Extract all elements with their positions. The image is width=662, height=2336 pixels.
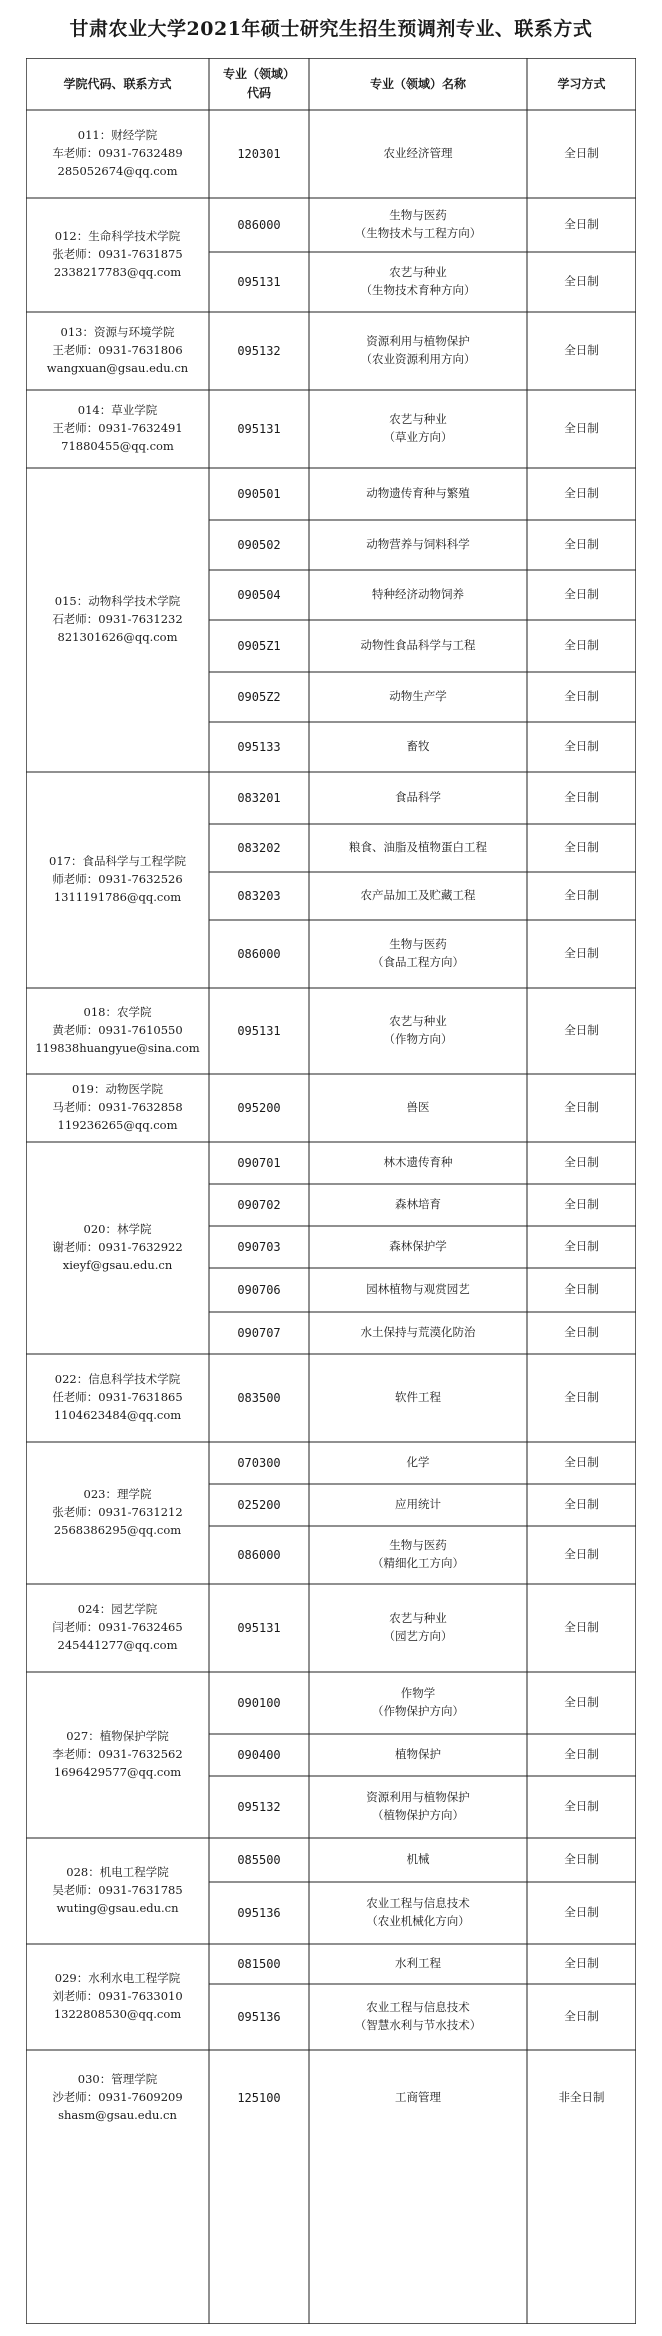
major-code-cell [209,824,309,872]
major-name-cell [309,1776,527,1838]
major-name-cell [309,1442,527,1484]
study-mode-cell [527,312,636,390]
college-cell [26,312,209,390]
major-name-cell [309,1584,527,1672]
major-name-cell [309,920,527,988]
study-mode: 全日制 [564,1547,599,1562]
major-name: 农业工程与信息技术 [366,2000,470,2015]
college-info-line: 2568386295@qq.com [53,1522,182,1537]
college-cell [26,1442,209,1584]
major-code: 086000 [237,217,281,232]
major-code: 090707 [237,1325,281,1340]
study-mode-cell [527,468,636,520]
major-code: 095136 [237,1905,281,1920]
major-name-cell [309,620,527,672]
major-code: 083201 [237,790,281,805]
college-info-line: 谢老师：0931-7632922 [52,1240,183,1255]
major-name-cell [309,1984,527,2050]
major-code-cell [209,2050,309,2146]
college-info-line: 黄老师：0931-7610550 [52,1023,183,1038]
major-code-cell [209,570,309,620]
major-name-cell [309,1142,527,1184]
major-name: 农艺与种业 [389,1611,447,1626]
major-code: 090400 [237,1747,281,1762]
major-code-cell [209,1484,309,1526]
college-info-line: 1104623484@qq.com [53,1407,182,1422]
college-info-line: 张老师：0931-7631212 [52,1505,183,1520]
study-mode-cell [527,1882,636,1944]
college-info-line: 71880455@qq.com [61,438,174,453]
page-title: 甘肃农业大学2021年硕士研究生招生预调剂专业、联系方式 [69,18,593,40]
college-info-line: 闫老师：0931-7632465 [52,1620,183,1635]
study-mode: 全日制 [564,343,599,358]
major-code-cell [209,312,309,390]
college-info-line: 119236265@qq.com [57,1117,178,1132]
major-code: 090706 [237,1282,281,1297]
study-mode: 全日制 [564,421,599,436]
college-cell [26,1354,209,1442]
major-name: （生物技术与工程方向） [354,226,482,240]
major-code: 095132 [237,343,281,358]
major-name: 园林植物与观赏园艺 [366,1282,470,1297]
major-name-cell [309,672,527,722]
college-info-line: 285052674@qq.com [57,163,178,178]
major-name: 农艺与种业 [389,1014,447,1029]
college-info-line: 石老师：0931-7631232 [52,612,183,627]
study-mode-cell [527,1484,636,1526]
study-mode: 全日制 [564,1239,599,1254]
major-code: 083202 [237,840,281,855]
major-code-cell [209,772,309,824]
major-name: （作物保护方向） [372,1704,464,1718]
major-name: （智慧水利与节水技术） [354,2018,482,2032]
study-mode-cell [527,390,636,468]
college-cell [26,2050,209,2146]
college-info-line: 师老师：0931-7632526 [52,872,183,887]
major-code: 095131 [237,274,281,289]
college-cell [26,468,209,772]
college-cell [26,1142,209,1354]
major-code-cell [209,920,309,988]
major-name-cell [309,772,527,824]
major-name-cell [309,1226,527,1268]
major-name: 植物保护 [395,1747,441,1762]
study-mode-cell [527,2050,636,2146]
study-mode-cell [527,1944,636,1984]
major-name-cell [309,312,527,390]
study-mode: 全日制 [564,274,599,289]
major-code-cell [209,1984,309,2050]
study-mode: 全日制 [564,1497,599,1512]
major-name-cell [309,1882,527,1944]
header-mode-text: 学习方式 [557,76,606,91]
college-info-line: 沙老师：0931-7609209 [52,2090,183,2105]
study-mode-cell [527,772,636,824]
major-code: 0905Z1 [237,638,281,653]
study-mode: 全日制 [564,1390,599,1405]
major-code-cell [209,872,309,920]
major-name-cell [309,1526,527,1584]
study-mode: 全日制 [564,1155,599,1170]
study-mode: 全日制 [564,1852,599,1867]
major-name: 生物与医药 [389,208,447,223]
college-info-line: 013：资源与环境学院 [60,325,175,340]
study-mode: 全日制 [564,1956,599,1971]
major-code-cell [209,1944,309,1984]
study-mode: 全日制 [564,790,599,805]
major-name: （精细化工方向） [372,1556,464,1570]
college-cell [26,110,209,198]
major-name-cell [309,872,527,920]
study-mode-cell [527,722,636,772]
major-name: 水土保持与荒漠化防治 [360,1325,476,1340]
major-code: 090702 [237,1197,281,1212]
major-code-cell [209,1838,309,1882]
major-name-cell [309,1354,527,1442]
major-name-cell [309,390,527,468]
college-info-line: 245441277@qq.com [57,1637,178,1652]
major-name-cell [309,1074,527,1142]
college-cell [26,1838,209,1944]
major-code-cell [209,1184,309,1226]
college-info-line: 012：生命科学技术学院 [54,229,181,244]
major-name-cell [309,1944,527,1984]
study-mode-cell [527,620,636,672]
study-mode: 全日制 [564,689,599,704]
major-code: 090501 [237,486,281,501]
study-mode: 全日制 [564,217,599,232]
major-name-cell [309,1838,527,1882]
study-mode-cell [527,672,636,722]
major-name-cell [309,1312,527,1354]
major-code-cell [209,468,309,520]
major-name-cell [309,468,527,520]
major-name: （作物方向） [383,1032,453,1046]
major-name: 生物与医药 [389,937,447,952]
major-name: （食品工程方向） [372,955,464,969]
college-info-line: 029：水利水电工程学院 [54,1971,181,1986]
major-code: 095131 [237,1023,281,1038]
college-info-line: 821301626@qq.com [57,629,178,644]
college-cell [26,1074,209,1142]
study-mode: 全日制 [564,638,599,653]
study-mode: 全日制 [564,1325,599,1340]
major-name: 水利工程 [395,1956,441,1971]
college-info-line: 017：食品科学与工程学院 [49,854,186,869]
major-name: 森林保护学 [389,1239,447,1254]
major-name-cell [309,1734,527,1776]
study-mode: 全日制 [564,486,599,501]
college-cell [26,988,209,1074]
college-info-line: 刘老师：0931-7633010 [52,1989,183,2004]
college-info-line: 014：草业学院 [77,403,158,418]
header-code [209,58,309,110]
major-code-cell [209,1584,309,1672]
study-mode-cell [527,920,636,988]
major-code-cell [209,1268,309,1312]
header-college [26,58,209,110]
major-name-cell [309,198,527,252]
study-mode: 全日制 [564,1747,599,1762]
major-name: 资源利用与植物保护 [366,334,470,349]
major-code: 095132 [237,1799,281,1814]
major-code: 095133 [237,739,281,754]
major-name-cell [309,1672,527,1734]
major-code-cell [209,1312,309,1354]
major-table [26,58,636,2324]
college-cell [26,1672,209,1838]
major-name-cell [309,988,527,1074]
study-mode: 全日制 [564,946,599,961]
major-code-cell [209,198,309,252]
study-mode: 全日制 [564,587,599,602]
major-code: 0905Z2 [237,689,281,704]
major-name: 农业工程与信息技术 [366,1896,470,1911]
college-info-line: wangxuan@gsau.edu.cn [46,360,189,375]
major-code-cell [209,252,309,312]
college-info-line: 018：农学院 [83,1005,152,1020]
study-mode-cell [527,1268,636,1312]
major-code: 095131 [237,421,281,436]
study-mode: 全日制 [564,1100,599,1115]
study-mode-cell [527,110,636,198]
major-name: 化学 [406,1455,430,1470]
study-mode-cell [527,988,636,1074]
study-mode-cell [527,824,636,872]
major-name: 机械 [406,1852,430,1867]
major-name: （农业资源利用方向） [360,352,476,366]
major-name: （草业方向） [383,430,453,444]
study-mode-cell [527,570,636,620]
study-mode: 全日制 [564,1455,599,1470]
study-mode-cell [527,872,636,920]
major-name-cell [309,1184,527,1226]
major-code-cell [209,1442,309,1484]
college-info-line: 119838huangyue@sina.com [35,1040,200,1055]
study-mode: 全日制 [564,2009,599,2024]
college-info-line: 李老师：0931-7632562 [52,1747,183,1762]
major-code: 095136 [237,2009,281,2024]
major-code-cell [209,1672,309,1734]
major-code: 025200 [237,1497,281,1512]
major-name: 森林培育 [395,1197,441,1212]
college-info-line: 027：植物保护学院 [66,1729,169,1744]
study-mode: 非全日制 [558,2090,605,2105]
major-code: 090502 [237,537,281,552]
college-info-line: 车老师：0931-7632489 [52,146,183,161]
major-code: 095200 [237,1100,281,1115]
major-name: 动物性食品科学与工程 [360,638,476,653]
study-mode: 全日制 [564,840,599,855]
major-code: 095131 [237,1620,281,1635]
major-code-cell [209,1734,309,1776]
major-code-cell [209,1882,309,1944]
study-mode: 全日制 [564,1905,599,1920]
major-code-cell [209,1226,309,1268]
study-mode-cell [527,1442,636,1484]
college-info-line: 张老师：0931-7631875 [52,247,183,262]
study-mode-cell [527,1672,636,1734]
major-name-cell [309,110,527,198]
college-info-line: 024：园艺学院 [77,1602,158,1617]
major-name: 工商管理 [395,2090,441,2105]
major-name: 动物遗传育种与繁殖 [366,486,470,501]
college-info-line: 028：机电工程学院 [66,1865,169,1880]
major-code: 090701 [237,1155,281,1170]
major-code: 081500 [237,1956,281,1971]
college-cell [26,772,209,988]
major-name-cell [309,824,527,872]
major-code-cell [209,672,309,722]
college-info-line: wuting@gsau.edu.cn [56,1900,179,1915]
study-mode-cell [527,1838,636,1882]
major-name: 林木遗传育种 [383,1155,453,1170]
major-code: 125100 [237,2090,281,2105]
major-name: 特种经济动物饲养 [372,587,464,602]
study-mode-cell [527,1984,636,2050]
college-info-line: 王老师：0931-7631806 [52,343,183,358]
major-name: 作物学 [400,1686,436,1701]
study-mode: 全日制 [564,1282,599,1297]
major-code: 086000 [237,946,281,961]
study-mode: 全日制 [564,537,599,552]
major-code-cell [209,1074,309,1142]
college-info-line: 023：理学院 [83,1487,152,1502]
study-mode: 全日制 [564,739,599,754]
study-mode-cell [527,1074,636,1142]
major-code-cell [209,110,309,198]
major-name: 资源利用与植物保护 [366,1790,470,1805]
college-info-line: 马老师：0931-7632858 [52,1100,183,1115]
college-info-line: 020：林学院 [83,1222,152,1237]
college-info-line: 王老师：0931-7632491 [52,421,183,436]
study-mode-cell [527,520,636,570]
major-code-cell [209,1526,309,1584]
study-mode-cell [527,1734,636,1776]
major-name: 农艺与种业 [389,412,447,427]
major-code: 086000 [237,1547,281,1562]
major-name-cell [309,1484,527,1526]
study-mode: 全日制 [564,1197,599,1212]
major-name: 食品科学 [395,790,441,805]
study-mode-cell [527,198,636,252]
major-name: 粮食、油脂及植物蛋白工程 [349,840,487,855]
major-name: 农业经济管理 [383,146,453,161]
major-code-cell [209,1142,309,1184]
major-code-cell [209,620,309,672]
major-code: 083203 [237,888,281,903]
college-cell [26,198,209,312]
major-code-cell [209,1354,309,1442]
major-code: 090703 [237,1239,281,1254]
major-name: 生物与医药 [389,1538,447,1553]
header-college-text: 学院代码、联系方式 [63,76,172,91]
major-name: 农产品加工及贮藏工程 [360,888,476,903]
major-name-cell [309,2050,527,2146]
major-code-cell [209,722,309,772]
study-mode: 全日制 [564,1695,599,1710]
major-code: 083500 [237,1390,281,1405]
major-name: 动物生产学 [389,689,447,704]
major-name: （农业机械化方向） [366,1914,470,1928]
major-name: 兽医 [406,1100,430,1115]
major-code-cell [209,390,309,468]
study-mode-cell [527,1584,636,1672]
study-mode: 全日制 [564,1023,599,1038]
major-name-cell [309,520,527,570]
college-info-line: 吴老师：0931-7631785 [52,1883,183,1898]
college-info-line: 2338217783@qq.com [53,264,182,279]
college-info-line: 1311191786@qq.com [53,889,182,904]
college-info-line: 019：动物医学院 [72,1082,163,1097]
college-info-line: 1696429577@qq.com [53,1764,182,1779]
study-mode-cell [527,1354,636,1442]
major-code: 120301 [237,146,281,161]
study-mode: 全日制 [564,146,599,161]
college-info-line: 1322808530@qq.com [53,2006,182,2021]
study-mode-cell [527,1184,636,1226]
study-mode-cell [527,252,636,312]
major-code-cell [209,520,309,570]
major-code-cell [209,1776,309,1838]
major-name-cell [309,570,527,620]
college-info-line: 022：信息科学技术学院 [54,1372,181,1387]
study-mode-cell [527,1312,636,1354]
header-code-text: 专业（领域） [222,67,295,82]
college-cell [26,390,209,468]
major-name-cell [309,1268,527,1312]
major-name: （植物保护方向） [372,1808,464,1822]
major-code-cell [209,988,309,1074]
major-name: 动物营养与饲料科学 [366,537,470,552]
header-mode [527,58,636,110]
header-name-text: 专业（领域）名称 [369,76,466,91]
study-mode: 全日制 [564,888,599,903]
study-mode: 全日制 [564,1799,599,1814]
college-cell [26,1584,209,1672]
major-name: （园艺方向） [383,1629,453,1643]
major-name: （生物技术育种方向） [360,283,476,297]
header-name [309,58,527,110]
major-name-cell [309,252,527,312]
college-info-line: xieyf@gsau.edu.cn [62,1257,173,1272]
college-info-line: 030：管理学院 [77,2072,158,2087]
major-code: 070300 [237,1455,281,1470]
study-mode-cell [527,1526,636,1584]
college-info-line: 011：财经学院 [77,128,158,143]
study-mode-cell [527,1776,636,1838]
major-name: 软件工程 [395,1390,441,1405]
college-info-line: 015：动物科学技术学院 [54,594,181,609]
major-name-cell [309,722,527,772]
header-code-text: 代码 [246,86,271,100]
major-code: 085500 [237,1852,281,1867]
study-mode-cell [527,1142,636,1184]
college-info-line: 任老师：0931-7631865 [52,1390,183,1405]
major-code: 090100 [237,1695,281,1710]
major-name: 应用统计 [395,1497,441,1512]
major-name: 畜牧 [406,739,430,754]
major-code: 090504 [237,587,281,602]
study-mode-cell [527,1226,636,1268]
college-cell [26,1944,209,2050]
study-mode: 全日制 [564,1620,599,1635]
college-info-line: shasm@gsau.edu.cn [58,2107,177,2122]
major-name: 农艺与种业 [389,265,447,280]
